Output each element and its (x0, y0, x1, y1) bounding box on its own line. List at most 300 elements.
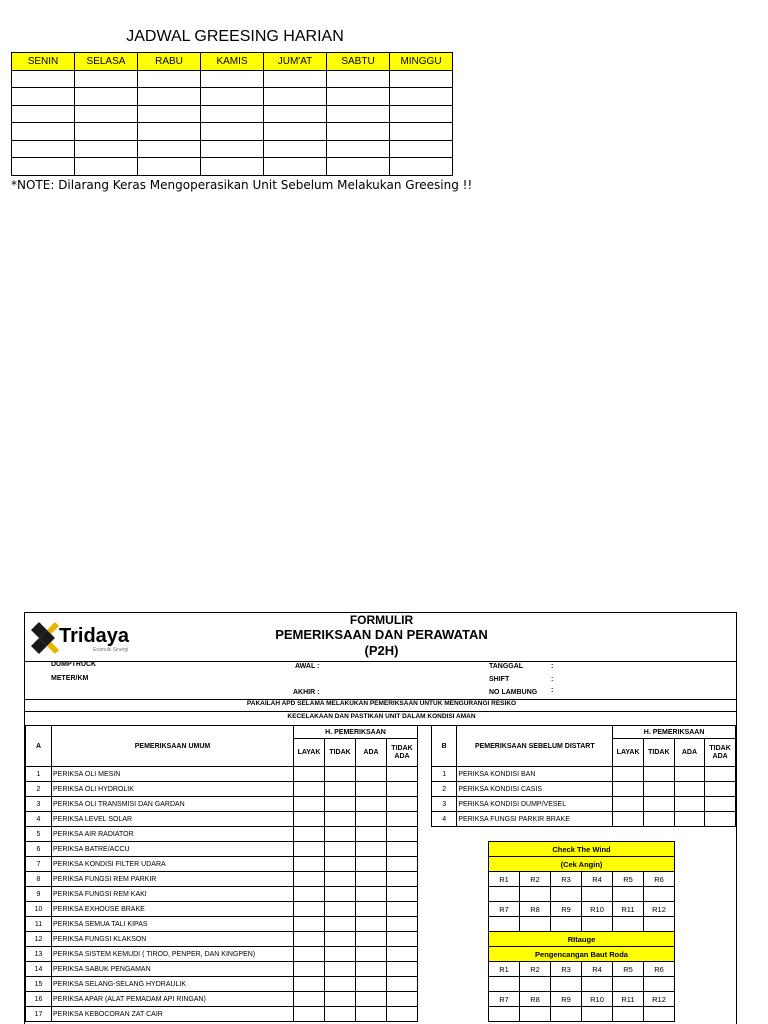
greasing-cell (264, 70, 327, 88)
wheel-label: R11 (613, 992, 644, 1007)
day-header-1: SELASA (75, 53, 138, 71)
greasing-cell (390, 158, 453, 176)
logo-text: Tridaya (59, 625, 130, 647)
check-cell[interactable] (387, 767, 418, 782)
item-number: 15 (26, 977, 52, 992)
greasing-cell (138, 140, 201, 158)
day-header-0: SENIN (12, 53, 75, 71)
wheel-label: R10 (582, 992, 613, 1007)
check-cell[interactable] (325, 902, 356, 917)
item-number: 5 (26, 827, 52, 842)
check-cell[interactable] (387, 917, 418, 932)
lambung-colon: : (551, 687, 554, 694)
greasing-cell (138, 88, 201, 106)
check-cell[interactable] (387, 782, 418, 797)
item-number: 11 (26, 917, 52, 932)
torque_check-label-row (489, 962, 675, 977)
item-number: 3 (432, 797, 457, 812)
torque_check-value-row (489, 1007, 675, 1022)
wheel-value[interactable] (644, 917, 675, 932)
meter-label: METER/KM (51, 675, 89, 682)
check-cell[interactable] (356, 842, 387, 857)
awal-label: AWAL : (295, 663, 320, 670)
check-cell[interactable] (325, 977, 356, 992)
check-cell[interactable] (356, 1007, 387, 1022)
wheel-label: R8 (520, 992, 551, 1007)
greasing-cell (264, 123, 327, 141)
check-cell[interactable] (387, 932, 418, 947)
greasing-cell (327, 140, 390, 158)
item-number: 4 (432, 812, 457, 827)
greasing-cell (138, 123, 201, 141)
item-label: PERIKSA KONDISI FILTER UDARA (52, 857, 294, 872)
greasing-row (12, 140, 453, 158)
tire_check-subtitle: (Cek Angin) (489, 857, 675, 872)
greasing-cell (327, 88, 390, 106)
item-number: 1 (432, 767, 457, 782)
check-cell[interactable] (294, 947, 325, 962)
wheel-value[interactable] (613, 1007, 644, 1022)
check-cell[interactable] (356, 827, 387, 842)
check-cell[interactable] (294, 767, 325, 782)
greasing-row (12, 88, 453, 106)
greasing-cell (12, 105, 75, 123)
greasing-cell (75, 158, 138, 176)
greasing-cell (264, 105, 327, 123)
wheel-value[interactable] (520, 977, 551, 992)
check-cell[interactable] (325, 767, 356, 782)
section_b-col-0: LAYAK (613, 739, 644, 767)
greasing-cell (327, 158, 390, 176)
wheel-label: R4 (582, 962, 613, 977)
day-header-5: SABTU (327, 53, 390, 71)
greasing-cell (264, 88, 327, 106)
section_a-col-3: TIDAK ADA (387, 739, 418, 767)
item-label: PERIKSA EXHOUSE BRAKE (52, 902, 294, 917)
wheel-value[interactable] (613, 917, 644, 932)
wheel-value[interactable] (551, 977, 582, 992)
greasing-cell (264, 158, 327, 176)
item-label: PERIKSA LEVEL SOLAR (52, 812, 294, 827)
torque_check-title: RItauge (489, 932, 675, 947)
check-cell[interactable] (613, 782, 644, 797)
checklist-row (432, 812, 736, 827)
check-cell[interactable] (356, 857, 387, 872)
checklist-row (26, 917, 418, 932)
wheel-label: R7 (489, 902, 520, 917)
section_a-col-1: TIDAK (325, 739, 356, 767)
day-header-4: JUM'AT (264, 53, 327, 71)
wheel-label: R7 (489, 992, 520, 1007)
wheel-value[interactable] (520, 917, 551, 932)
greasing-cell (138, 70, 201, 88)
item-number: 16 (26, 992, 52, 1007)
item-label: PERIKSA SELANG-SELANG HYDRAULIK (52, 977, 294, 992)
check-cell[interactable] (356, 917, 387, 932)
wheel-label: R2 (520, 962, 551, 977)
greasing-cell (201, 158, 264, 176)
check-cell[interactable] (356, 932, 387, 947)
check-cell[interactable] (325, 947, 356, 962)
item-label: PERIKSA OLI TRANSMISI DAN GARDAN (52, 797, 294, 812)
greasing-cell (390, 70, 453, 88)
greasing-cell (75, 105, 138, 123)
check-cell[interactable] (294, 977, 325, 992)
check-cell[interactable] (294, 962, 325, 977)
check-cell[interactable] (643, 767, 674, 782)
check-cell[interactable] (325, 812, 356, 827)
item-number: 8 (26, 872, 52, 887)
check-cell[interactable] (356, 782, 387, 797)
checklist-row (26, 977, 418, 992)
checklist-row (26, 902, 418, 917)
shift-colon: : (551, 676, 554, 683)
wheel-value[interactable] (489, 887, 520, 902)
wheel-value[interactable] (489, 917, 520, 932)
tire_check-label-row (489, 902, 675, 917)
greasing-note: *NOTE: Dilarang Keras Mengoperasikan Unit Sebelum Melakukan Greesing !! (11, 178, 473, 192)
item-number: 13 (26, 947, 52, 962)
greasing-cell (201, 105, 264, 123)
day-header-6: MINGGU (390, 53, 453, 71)
check-cell[interactable] (356, 992, 387, 1007)
check-cell[interactable] (325, 932, 356, 947)
check-cell[interactable] (387, 962, 418, 977)
wheel-label: R9 (551, 992, 582, 1007)
checklist-row (26, 812, 418, 827)
greasing-cell (390, 88, 453, 106)
wheel-label: R6 (644, 872, 675, 887)
check-cell[interactable] (325, 962, 356, 977)
greasing-row (12, 105, 453, 123)
greasing-cell (264, 140, 327, 158)
check-cell[interactable] (643, 782, 674, 797)
check-cell[interactable] (705, 812, 736, 827)
greasing-cell (12, 70, 75, 88)
check-cell[interactable] (294, 992, 325, 1007)
checklist-row (26, 767, 418, 782)
checklist-row (26, 797, 418, 812)
form-title-1: FORMULIR (349, 613, 414, 627)
section-b-table (431, 725, 736, 827)
check-cell[interactable] (356, 947, 387, 962)
check-cell[interactable] (325, 842, 356, 857)
checklist-row (26, 962, 418, 977)
greasing-cell (201, 140, 264, 158)
item-number: 7 (26, 857, 52, 872)
check-cell[interactable] (387, 887, 418, 902)
check-cell[interactable] (294, 932, 325, 947)
wheel-value[interactable] (520, 887, 551, 902)
greasing-cell (12, 88, 75, 106)
check-cell[interactable] (356, 902, 387, 917)
check-cell[interactable] (325, 992, 356, 1007)
wheel-label: R11 (613, 902, 644, 917)
wheel-label: R1 (489, 872, 520, 887)
greasing-cell (138, 158, 201, 176)
check-cell[interactable] (325, 857, 356, 872)
item-label: PERIKSA FUNGSI REM PARKIR (52, 872, 294, 887)
check-cell[interactable] (294, 917, 325, 932)
checklist-row (26, 947, 418, 962)
wheel-label: R6 (644, 962, 675, 977)
greasing-row (12, 158, 453, 176)
wheel-label: R5 (613, 872, 644, 887)
divider (25, 711, 737, 712)
form-title-3: (P2H) (364, 643, 399, 658)
check-cell[interactable] (294, 842, 325, 857)
tanggal-label: TANGGAL (489, 663, 524, 670)
item-number: 2 (26, 782, 52, 797)
notice-line-1: PAKAILAH APD SELAMA MELAKUKAN PEMERIKSAAN UNTUK MENGURANGI RESIKO (246, 700, 517, 707)
wheel-value[interactable] (582, 887, 613, 902)
wheel-label: R3 (551, 962, 582, 977)
wheel-label: R12 (644, 902, 675, 917)
section_a-col-0: LAYAK (294, 739, 325, 767)
section_a-col-2: ADA (356, 739, 387, 767)
check-cell[interactable] (356, 767, 387, 782)
wheel-value[interactable] (582, 1007, 613, 1022)
logo-subtitle: Eramulti Sinergi (93, 647, 129, 653)
item-label: PERIKSA AIR RADIATOR (52, 827, 294, 842)
greasing-cell (390, 105, 453, 123)
lambung-label: NO LAMBUNG (489, 689, 538, 696)
wheel-label: R12 (644, 992, 675, 1007)
check-cell[interactable] (356, 977, 387, 992)
greasing-cell (75, 70, 138, 88)
wheel-value[interactable] (551, 887, 582, 902)
tire_check-value-row (489, 917, 675, 932)
check-cell[interactable] (325, 797, 356, 812)
greasing-cell (201, 70, 264, 88)
check-cell[interactable] (294, 887, 325, 902)
item-number: 3 (26, 797, 52, 812)
item-label: PERIKSA SABUK PENGAMAN (52, 962, 294, 977)
wheel-value[interactable] (551, 1007, 582, 1022)
checklist-row (432, 767, 736, 782)
check-cell[interactable] (387, 977, 418, 992)
greasing-cell (201, 88, 264, 106)
item-label: PERIKSA OLI MESIN (52, 767, 294, 782)
check-cell[interactable] (387, 1007, 418, 1022)
check-cell[interactable] (294, 782, 325, 797)
item-label: PERIKSA SISTEM KEMUDI ( TIROD, PENPER, DAN KINGPEN) (52, 947, 294, 962)
torque_check-label-row (489, 992, 675, 1007)
check-cell[interactable] (356, 887, 387, 902)
item-number: 14 (26, 962, 52, 977)
check-cell[interactable] (294, 872, 325, 887)
section_b-col-2: ADA (674, 739, 705, 767)
wheel-value[interactable] (582, 917, 613, 932)
checklist-row (26, 1007, 418, 1022)
wheel-value[interactable] (644, 977, 675, 992)
check-cell[interactable] (387, 947, 418, 962)
checklist-row (26, 827, 418, 842)
greasing-cell (75, 140, 138, 158)
check-cell[interactable] (643, 812, 674, 827)
check-cell[interactable] (613, 797, 644, 812)
wheel-value[interactable] (644, 1007, 675, 1022)
item-number: 4 (26, 812, 52, 827)
unit-type: DUMPTRUCK (51, 661, 97, 668)
wheel-label: R3 (551, 872, 582, 887)
torque_check-value-row (489, 977, 675, 992)
check-wind-table (488, 841, 675, 932)
section-a-body (26, 767, 418, 1022)
check-cell[interactable] (387, 857, 418, 872)
wheel-value[interactable] (551, 917, 582, 932)
wheel-value[interactable] (644, 887, 675, 902)
day-header-3: KAMIS (201, 53, 264, 71)
form-title-2: PEMERIKSAAN DAN PERAWATAN (275, 627, 488, 642)
item-number: 12 (26, 932, 52, 947)
check-cell[interactable] (705, 797, 736, 812)
checklist-row (432, 797, 736, 812)
wheel-label: R9 (551, 902, 582, 917)
check-cell[interactable] (325, 917, 356, 932)
greasing-header-row (12, 53, 453, 71)
check-cell[interactable] (294, 812, 325, 827)
item-label: PERIKSA BATRE/ACCU (52, 842, 294, 857)
wheel-label: R2 (520, 872, 551, 887)
item-label: PERIKSA FUNGSI PARKIR BRAKE (457, 812, 613, 827)
wheel-value[interactable] (613, 887, 644, 902)
check-cell[interactable] (294, 1007, 325, 1022)
greasing-table (11, 52, 453, 176)
check-cell[interactable] (387, 992, 418, 1007)
section-a-code: A (26, 726, 52, 767)
section-b-title: PEMERIKSAAN SEBELUM DISTART (457, 726, 613, 767)
section-a-table (25, 725, 418, 1022)
check-cell[interactable] (294, 797, 325, 812)
check-cell[interactable] (325, 827, 356, 842)
wheel-label: R8 (520, 902, 551, 917)
item-number: 1 (26, 767, 52, 782)
greasing-row (12, 70, 453, 88)
item-number: 9 (26, 887, 52, 902)
section_b-col-1: TIDAK (643, 739, 674, 767)
wheel-label: R4 (582, 872, 613, 887)
check-cell[interactable] (387, 797, 418, 812)
wheel-value[interactable] (489, 1007, 520, 1022)
item-label: PERIKSA KONDISI DUMP/VESEL (457, 797, 613, 812)
checklist-row (432, 782, 736, 797)
check-cell[interactable] (387, 842, 418, 857)
item-number: 10 (26, 902, 52, 917)
day-header-2: RABU (138, 53, 201, 71)
check-cell[interactable] (387, 902, 418, 917)
tire_check-label-row (489, 872, 675, 887)
check-cell[interactable] (294, 827, 325, 842)
greasing-cell (75, 123, 138, 141)
check-cell[interactable] (325, 887, 356, 902)
torque_check-subtitle: Pengencangan Baut Roda (489, 947, 675, 962)
check-cell[interactable] (674, 767, 705, 782)
check-cell[interactable] (705, 782, 736, 797)
divider (25, 661, 737, 662)
greasing-cell (12, 140, 75, 158)
wheel-value[interactable] (520, 1007, 551, 1022)
check-cell[interactable] (613, 812, 644, 827)
greasing-cell (12, 123, 75, 141)
greasing-cell (327, 105, 390, 123)
checklist-row (26, 857, 418, 872)
greasing-cell (138, 105, 201, 123)
greasing-cell (390, 140, 453, 158)
section_b-col-3: TIDAK ADA (705, 739, 736, 767)
check-cell[interactable] (294, 857, 325, 872)
item-label: PERIKSA KONDISI CASIS (457, 782, 613, 797)
torque-table (488, 931, 675, 1022)
check-cell[interactable] (387, 827, 418, 842)
check-cell[interactable] (356, 872, 387, 887)
section-b-code: B (432, 726, 457, 767)
check-cell[interactable] (613, 767, 644, 782)
checklist-row (26, 932, 418, 947)
item-label: PERIKSA FUNGSI REM KAKI (52, 887, 294, 902)
checklist-row (26, 992, 418, 1007)
wheel-value[interactable] (582, 977, 613, 992)
greasing-title: JADWAL GREESING HARIAN (126, 28, 344, 45)
item-label: PERIKSA OLI HYDROLIK (52, 782, 294, 797)
item-label: PERIKSA KONDISI BAN (457, 767, 613, 782)
check-cell[interactable] (674, 797, 705, 812)
item-label: PERIKSA FUNGSI KLAKSON (52, 932, 294, 947)
checklist-row (26, 872, 418, 887)
wheel-label: R5 (613, 962, 644, 977)
greasing-row (12, 123, 453, 141)
check-cell[interactable] (674, 782, 705, 797)
checklist-row (26, 782, 418, 797)
tire_check-value-row (489, 887, 675, 902)
check-cell[interactable] (674, 812, 705, 827)
item-label: PERIKSA KEBOCORAN ZAT CAIR (52, 1007, 294, 1022)
item-label: PERIKSA APAR (ALAT PEMADAM API RINGAN) (52, 992, 294, 1007)
check-cell[interactable] (387, 812, 418, 827)
wheel-label: R10 (582, 902, 613, 917)
check-cell[interactable] (294, 902, 325, 917)
check-cell[interactable] (356, 962, 387, 977)
item-label: PERIKSA SEMUA TALI KIPAS (52, 917, 294, 932)
check-cell[interactable] (705, 767, 736, 782)
item-number: 2 (432, 782, 457, 797)
greasing-cell (327, 123, 390, 141)
check-cell[interactable] (325, 872, 356, 887)
item-number: 6 (26, 842, 52, 857)
shift-label: SHIFT (489, 676, 510, 683)
notice-line-2: KECELAKAAN DAN PASTIKAN UNIT DALAM KONDISI AMAN (287, 713, 476, 720)
greasing-cell (201, 123, 264, 141)
section-a-result-header: H. PEMERIKSAAN (294, 726, 418, 739)
check-cell[interactable] (643, 797, 674, 812)
check-cell[interactable] (325, 782, 356, 797)
section-a-title: PEMERIKSAAN UMUM (52, 726, 294, 767)
wheel-value[interactable] (489, 977, 520, 992)
greasing-cell (75, 88, 138, 106)
wheel-value[interactable] (613, 977, 644, 992)
check-cell[interactable] (325, 1007, 356, 1022)
greasing-cell (12, 158, 75, 176)
section-b-body (432, 767, 736, 827)
greasing-body (12, 70, 453, 175)
checklist-row (26, 887, 418, 902)
p2h-form (24, 612, 737, 1024)
check-cell[interactable] (356, 797, 387, 812)
check-cell[interactable] (387, 872, 418, 887)
check-cell[interactable] (356, 812, 387, 827)
tanggal-colon: : (551, 663, 554, 670)
section-b-result-header: H. PEMERIKSAAN (613, 726, 736, 739)
